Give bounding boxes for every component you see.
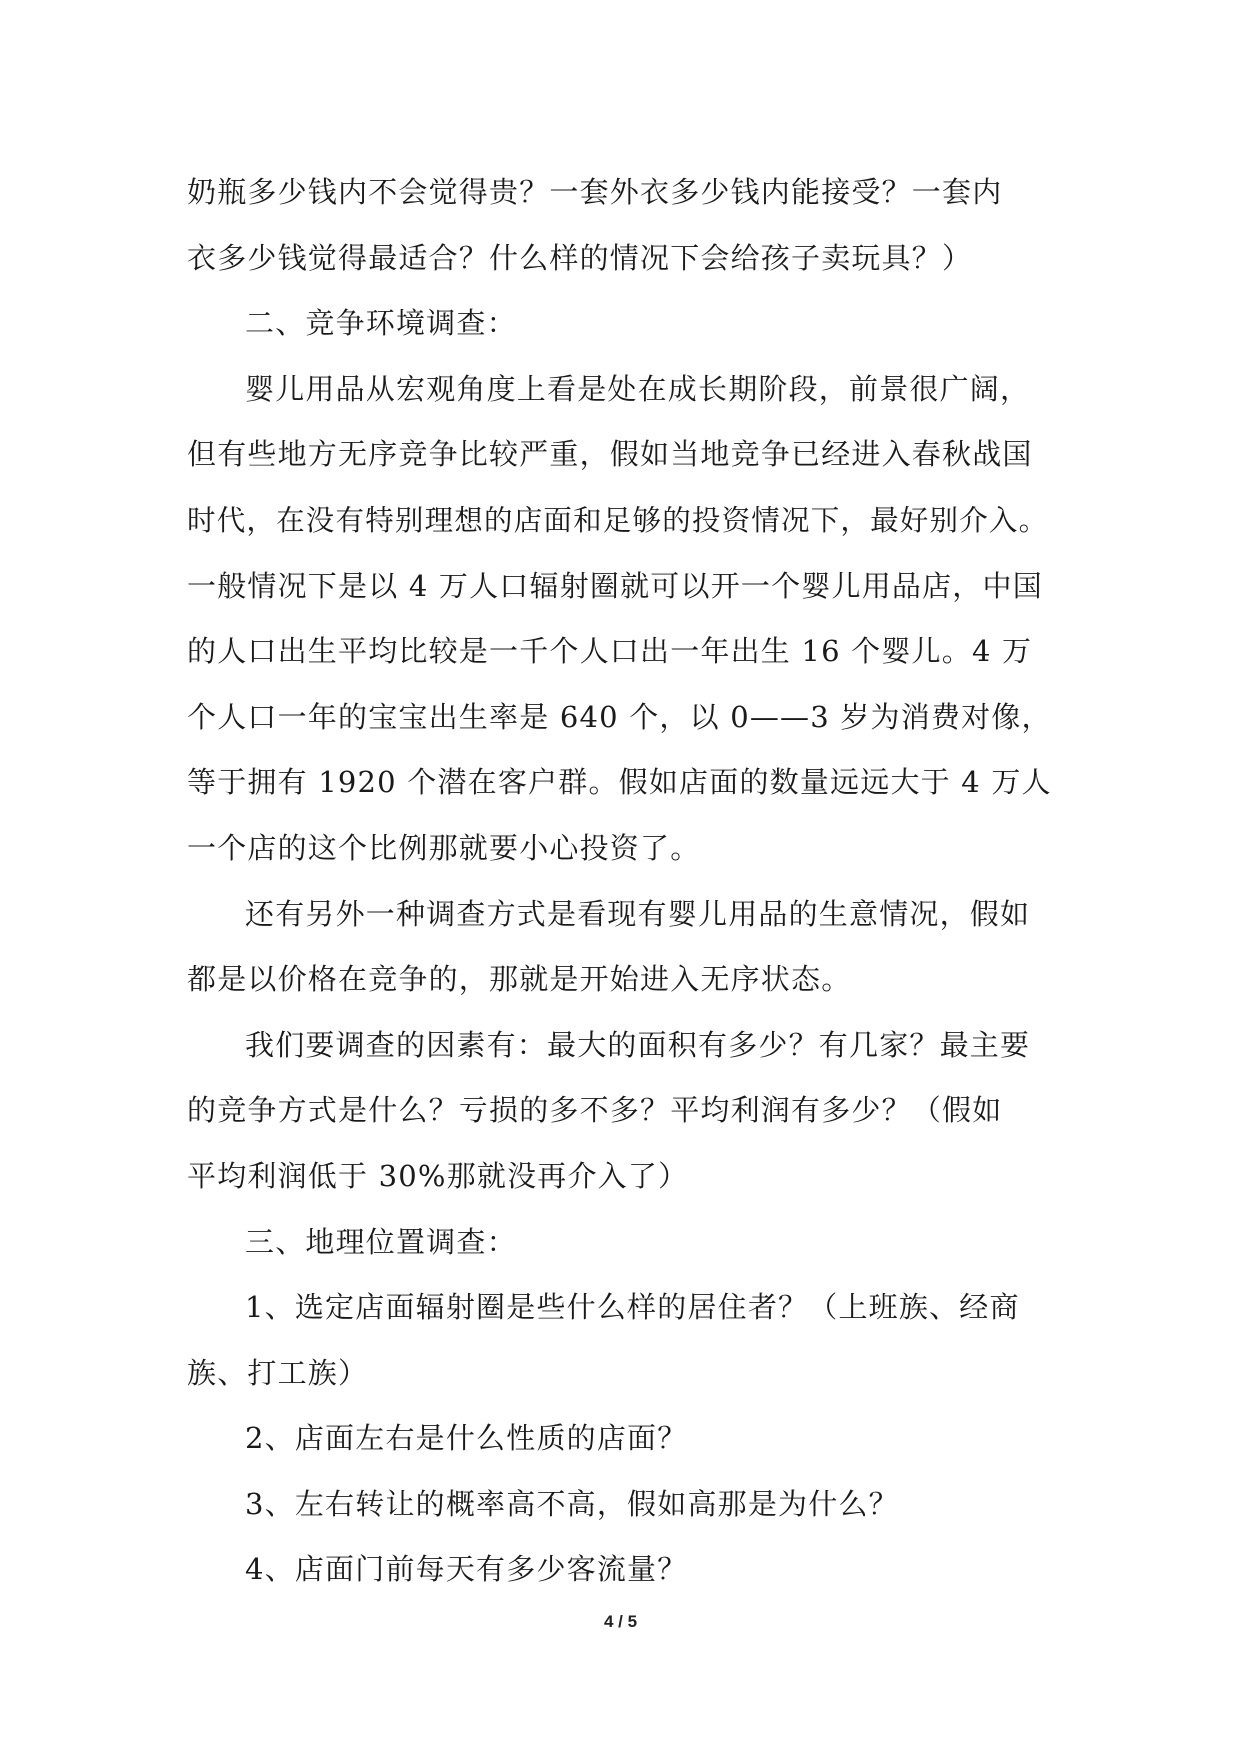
text-line: 3、左右转让的概率高不高，假如高那是为什么？ bbox=[245, 1486, 899, 1521]
page-number: 4 / 5 bbox=[603, 1612, 638, 1631]
text-line: 的竞争方式是什么？亏损的多不多？平均利润有多少？（假如 bbox=[187, 1093, 1003, 1128]
text-line: 的人口出生平均比较是一千个人口出一年出生 16 个婴儿。4 万 bbox=[187, 634, 1033, 669]
text-line: 奶瓶多少钱内不会觉得贵？一套外衣多少钱内能接受？一套内 bbox=[187, 175, 1003, 209]
text-line: 4、店面门前每天有多少客流量？ bbox=[245, 1552, 688, 1587]
text-line: 一般情况下是以 4 万人口辐射圈就可以开一个婴儿用品店，中国 bbox=[187, 568, 1043, 603]
text-line: 族、打工族） bbox=[187, 1355, 369, 1390]
text-line: 三、地理位置调查： bbox=[245, 1224, 517, 1259]
text-line: 婴儿用品从宏观角度上看是处在成长期阶段，前景很广阔， bbox=[245, 371, 1031, 406]
text-line: 都是以价格在竞争的，那就是开始进入无序状态。 bbox=[187, 962, 852, 997]
text-line: 2、店面左右是什么性质的店面？ bbox=[245, 1421, 688, 1456]
text-line: 衣多少钱觉得最适合？什么样的情况下会给孩子卖玩具？） bbox=[187, 240, 973, 275]
text-line: 一个店的这个比例那就要小心投资了。 bbox=[187, 830, 701, 865]
text-line: 我们要调查的因素有：最大的面积有多少？有几家？最主要 bbox=[245, 1027, 1031, 1062]
text-line: 平均利润低于 30%那就没再介入了） bbox=[187, 1158, 689, 1193]
text-line: 个人口一年的宝宝出生率是 640 个，以 0——3 岁为消费对像， bbox=[187, 699, 1052, 734]
text-line: 时代，在没有特别理想的店面和足够的投资情况下，最好别介入。 bbox=[187, 503, 1049, 537]
text-line: 等于拥有 1920 个潜在客户群。假如店面的数量远远大于 4 万人 bbox=[187, 765, 1052, 800]
text-line: 但有些地方无序竞争比较严重，假如当地竞争已经进入春秋战国 bbox=[187, 437, 1033, 472]
text-line: 还有另外一种调查方式是看现有婴儿用品的生意情况，假如 bbox=[245, 896, 1031, 931]
text-line: 1、选定店面辐射圈是些什么样的居住者？（上班族、经商 bbox=[245, 1290, 1020, 1325]
text-line: 二、竞争环境调查： bbox=[245, 306, 517, 341]
body-text bbox=[187, 160, 1057, 1603]
